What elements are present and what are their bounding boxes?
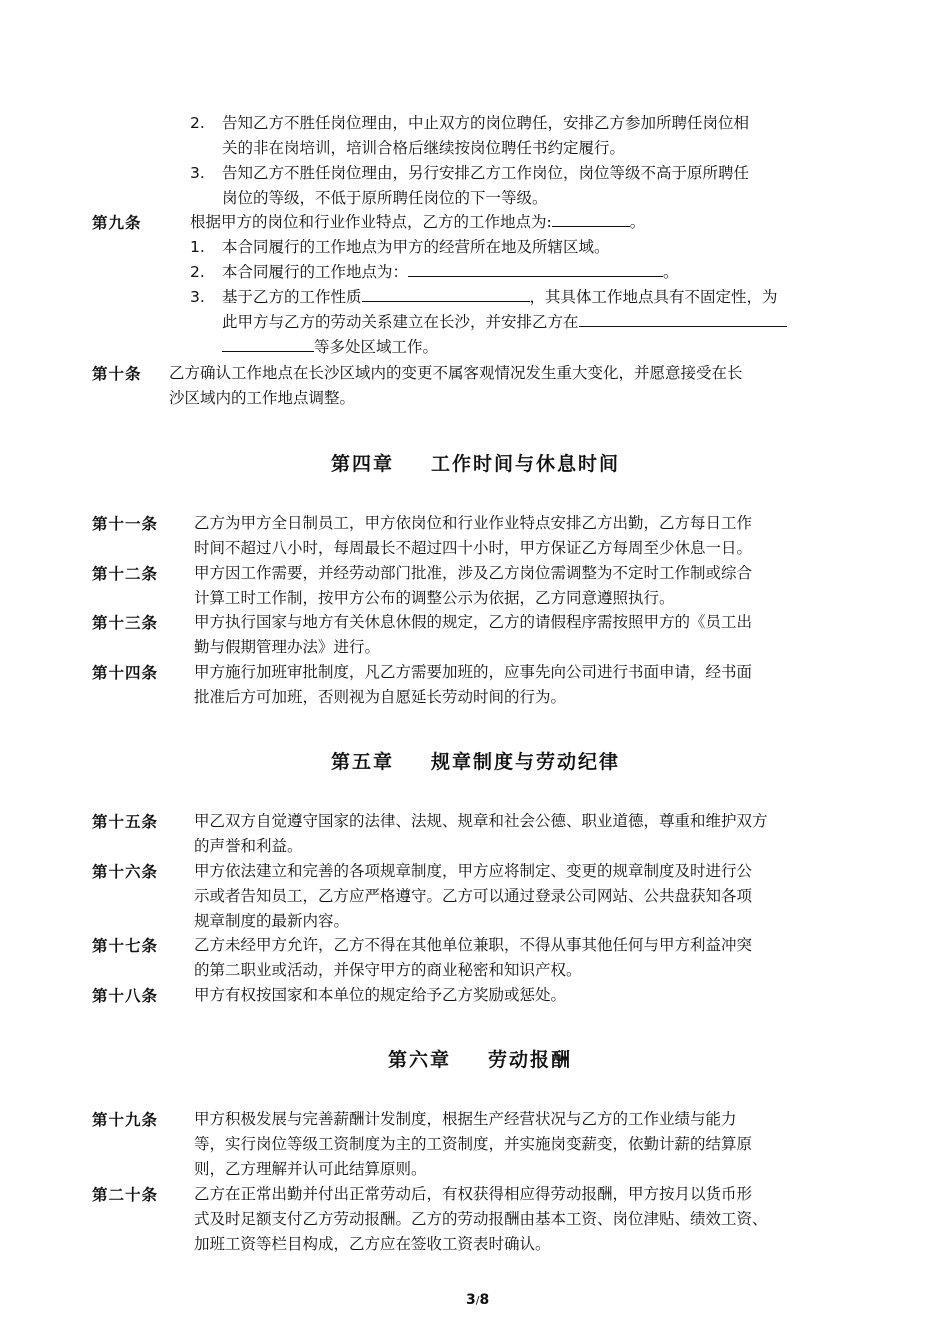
article-label: 第十八条	[92, 986, 159, 1005]
article-17-line-2: 的第二职业或活动，并保守甲方的商业秘密和知识产权。	[194, 961, 582, 979]
article-16-line-1: 甲方依法建立和完善的各项规章制度，甲方应将制定、变更的规章制度及时进行公	[194, 862, 753, 880]
article-16-line-2: 示或者告知员工，乙方应严格遵守。乙方可以通过登录公司网站、公共盘获知各项	[194, 887, 753, 905]
article-label: 第九条	[92, 213, 142, 232]
article-19-line-1: 甲方积极发展与完善薪酬计发制度，根据生产经营状况与乙方的工作业绩与能力	[194, 1110, 737, 1128]
article-17-line-1: 乙方未经甲方允许，乙方不得在其他单位兼职，不得从事其他任何与甲方利益冲突	[194, 936, 753, 954]
article-9-text: 根据甲方的岗位和行业作业特点，乙方的工作地点为: 。	[190, 213, 646, 231]
article-9-item-3-line-3: 等多处区域工作。	[222, 336, 438, 358]
work-location-blank[interactable]	[552, 211, 630, 227]
article-12-line-1: 甲方因工作需要，并经劳动部门批准，涉及乙方岗位需调整为不定时工作制或综合	[194, 564, 753, 582]
article-16-line-3: 规章制度的最新内容。	[194, 912, 350, 930]
article-8-item-3-line-2: 岗位的等级，不低于原所聘任岗位的下一等级。	[222, 189, 548, 207]
article-9-item-3-line-1: 基于乙方的工作性质 ，其具体工作地点具有不固定性，为	[222, 288, 778, 306]
article-10-line-2: 沙区域内的工作地点调整。	[169, 389, 356, 407]
article-label: 第十四条	[92, 663, 159, 682]
article-13-line-2: 勤与假期管理办法》进行。	[194, 638, 381, 656]
article-8-item-2-line-2: 关的非在岗培训，培训合格后继续按岗位聘任书约定履行。	[222, 139, 626, 157]
article-label: 第十三条	[92, 613, 159, 632]
article-19-line-3: 则，乙方理解并认可此结算原则。	[194, 1160, 427, 1178]
article-label: 第十二条	[92, 564, 159, 583]
article-label: 第十六条	[92, 862, 159, 881]
article-label: 第十条	[92, 364, 142, 383]
article-label: 第二十条	[92, 1185, 159, 1204]
list-number: 3.	[190, 164, 205, 182]
list-number: 2.	[190, 263, 205, 281]
article-label: 第十一条	[92, 514, 159, 533]
article-15-line-1: 甲乙双方自觉遵守国家的法律、法规、规章和社会公德、职业道德，尊重和维护双方	[194, 812, 768, 830]
article-8-item-3-line-1: 告知乙方不胜任岗位理由，另行安排乙方工作岗位，岗位等级不高于原所聘任	[222, 164, 750, 182]
article-8-item-2-line-1: 告知乙方不胜任岗位理由，中止双方的岗位聘任，安排乙方参加所聘任岗位相	[222, 114, 750, 132]
article-20-line-3: 加班工资等栏目构成，乙方应在签收工资表时确认。	[194, 1235, 551, 1253]
article-label: 第十五条	[92, 812, 159, 831]
list-number: 1.	[190, 238, 205, 256]
article-9-item-1: 本合同履行的工作地点为甲方的经营所在地及所辖区域。	[222, 238, 610, 256]
article-11-line-2: 时间不超过八小时，每周最长不超过四十小时，甲方保证乙方每周至少休息一日。	[194, 539, 753, 557]
work-nature-blank[interactable]	[362, 286, 530, 302]
chapter-heading: 第六章 劳动报酬	[388, 1049, 573, 1071]
article-label: 第十七条	[92, 936, 159, 955]
article-19-line-2: 等，实行岗位等级工资制度为主的工资制度，并实施岗变薪变，依勤计薪的结算原	[194, 1135, 753, 1153]
article-12-line-2: 计算工时工作制，按甲方公布的调整公示为依据，乙方同意遵照执行。	[194, 589, 675, 607]
article-9-item-3-line-2: 此甲方与乙方的劳动关系建立在长沙，并安排乙方在	[222, 311, 787, 333]
work-area-blank[interactable]	[222, 336, 314, 352]
article-9-item-2: 本合同履行的工作地点为： 。	[222, 263, 679, 281]
article-20-line-2: 式及时足额支付乙方劳动报酬。乙方的劳动报酬由基本工资、岗位津贴、绩效工资、	[194, 1210, 768, 1228]
article-15-line-2: 的声誉和利益。	[194, 837, 303, 855]
work-location-blank[interactable]	[408, 261, 663, 277]
article-10-line-1: 乙方确认工作地点在长沙区域内的变更不属客观情况发生重大变化，并愿意接受在长	[169, 364, 743, 382]
article-14-line-1: 甲方施行加班审批制度，凡乙方需要加班的，应事先向公司进行书面申请，经书面	[194, 663, 753, 681]
article-14-line-2: 批准后方可加班，否则视为自愿延长劳动时间的行为。	[194, 688, 567, 706]
work-area-blank[interactable]	[579, 311, 787, 327]
article-13-line-1: 甲方执行国家与地方有关休息休假的规定，乙方的请假程序需按照甲方的《员工出	[194, 613, 753, 631]
article-20-line-1: 乙方在正常出勤并付出正常劳动后，有权获得相应得劳动报酬，甲方按月以货币形	[194, 1185, 753, 1203]
article-11-line-1: 乙方为甲方全日制员工，甲方依岗位和行业作业特点安排乙方出勤，乙方每日工作	[194, 514, 753, 532]
chapter-heading: 第五章 规章制度与劳动纪律	[331, 751, 621, 773]
article-18-line-1: 甲方有权按国家和本单位的规定给予乙方奖励或惩处。	[194, 986, 567, 1004]
list-number: 2.	[190, 114, 205, 132]
chapter-heading: 第四章 工作时间与休息时间	[331, 453, 621, 475]
list-number: 3.	[190, 288, 205, 306]
page-number: 3/8	[466, 1292, 490, 1308]
article-label: 第十九条	[92, 1110, 159, 1129]
